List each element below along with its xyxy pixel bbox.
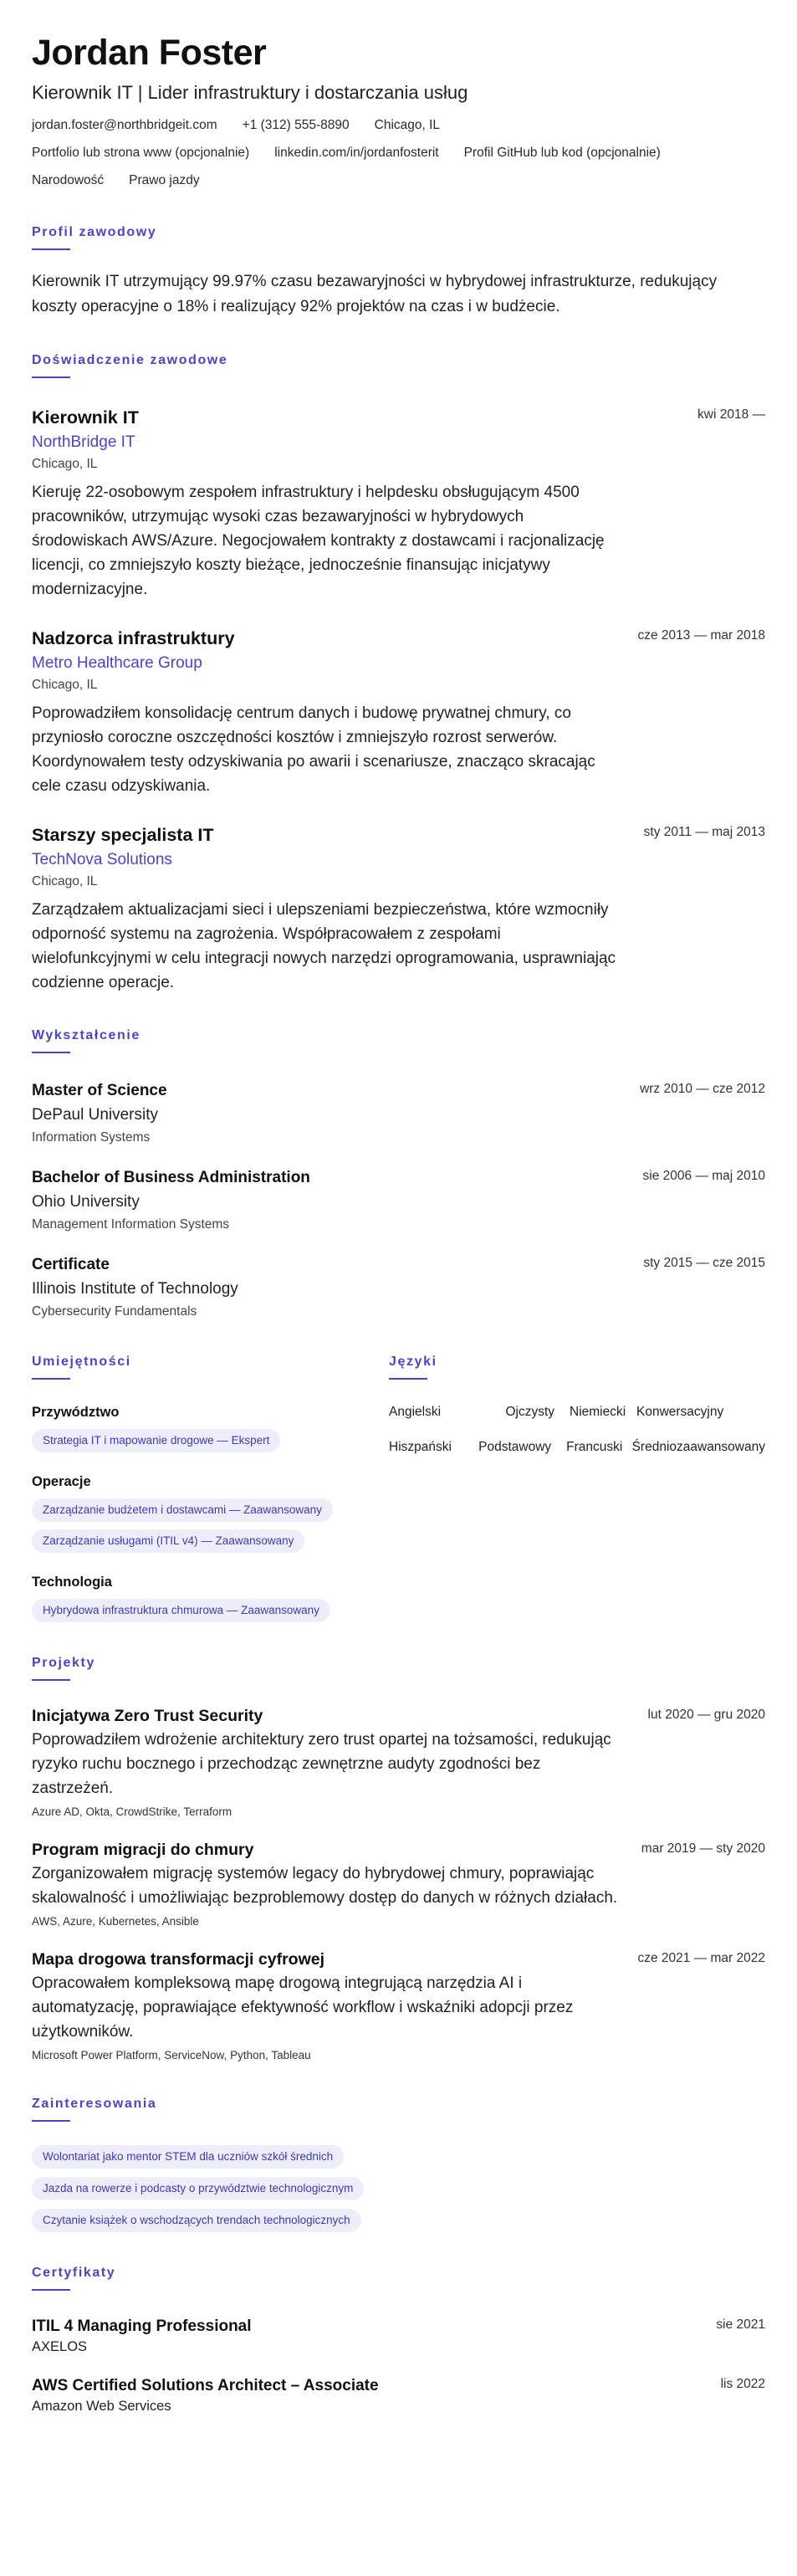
project-description: Zorganizowałem migrację systemów legacy do hybrydowej chmury, poprawiając skalowalność i umożliwiając bezproblemowy dostęp do danych w różnych działach. <box>32 1865 618 1907</box>
education-field: Management Information Systems <box>32 1217 230 1232</box>
project-title: Mapa drogowa transformacji cyfrowej <box>32 1950 325 1969</box>
job-entry <box>32 627 765 798</box>
certificate-entry <box>32 2375 765 2416</box>
language-name: Hiszpański <box>389 1440 452 1454</box>
job-date: kwi 2018 — <box>697 407 765 422</box>
education-date: wrz 2010 — cze 2012 <box>640 1082 765 1096</box>
education-section <box>32 1028 765 1321</box>
skill-tag: Zarządzanie usługami (ITIL v4) — Zaawansowany <box>32 1529 304 1553</box>
education-date: sie 2006 — maj 2010 <box>642 1169 765 1183</box>
certificate-issuer: AXELOS <box>32 2339 88 2354</box>
contact-email[interactable]: jordan.foster@northbridgeit.com <box>32 118 217 132</box>
section-title-education: Wykształcenie <box>32 1028 140 1042</box>
language-row <box>389 1438 765 1457</box>
certificate-name: AWS Certified Solutions Architect – Associate <box>32 2377 379 2394</box>
project-entry <box>32 1949 765 2063</box>
portfolio-link[interactable]: Portfolio lub strona www (opcjonalnie) <box>32 146 250 160</box>
section-divider <box>32 2289 70 2291</box>
section-title-experience: Doświadczenie zawodowe <box>32 353 228 367</box>
job-description: Zarządzałem aktualizacjami sieci i ulepszeniami bezpieczeństwa, które wzmocniły odporność systemu na zagrożenia. Współpracowałem z zespołami wielofunkcyjnymi w celu integracji nowych narzędzi oprogramowania, usprawniając codzienne operacje. <box>32 901 616 991</box>
certificate-date: lis 2022 <box>720 2377 765 2391</box>
project-entry <box>32 1706 765 1820</box>
language-level: Ojczysty <box>505 1405 554 1419</box>
education-school: Ohio University <box>32 1193 140 1211</box>
section-divider <box>32 376 70 378</box>
education-entry <box>32 1167 765 1234</box>
job-title: Nadzorca infrastruktury <box>32 628 235 648</box>
education-field: Information Systems <box>32 1130 151 1145</box>
project-date: mar 2019 — sty 2020 <box>641 1841 765 1856</box>
projects-section <box>32 1656 765 2063</box>
education-date: sty 2015 — cze 2015 <box>643 1256 765 1270</box>
project-tech: Azure AD, Okta, CrowdStrike, Terraform <box>32 1805 232 1818</box>
job-location: Chicago, IL <box>32 457 98 471</box>
personal-row <box>32 172 765 200</box>
skill-category: Operacje <box>32 1474 91 1489</box>
skill-tag: Hybrydowa infrastruktura chmurowa — Zaawansowany <box>32 1599 330 1622</box>
education-school: Illinois Institute of Technology <box>32 1280 238 1298</box>
project-description: Poprowadziłem wdrożenie architektury zero trust opartej na tożsamości, redukując ryzyko ruchu bocznego i przechodząc zewnętrzne audyty zgodności bez zastrzeżeń. <box>32 1731 611 1797</box>
section-title-skills: Umiejętności <box>32 1355 131 1369</box>
job-title: Starszy specjalista IT <box>32 825 214 845</box>
section-divider <box>32 1052 70 1053</box>
job-company: NorthBridge IT <box>32 433 135 451</box>
section-divider <box>32 1679 70 1681</box>
project-entry <box>32 1840 765 1929</box>
interests-section <box>32 2097 765 2232</box>
experience-section <box>32 353 765 995</box>
education-school: DePaul University <box>32 1106 158 1124</box>
skills-languages-row <box>32 1321 765 1622</box>
interest-tag: Wolontariat jako mentor STEM dla uczniów szkół średnich <box>32 2145 344 2169</box>
language-level: Konwersacyjny <box>636 1405 724 1419</box>
project-description: Opracowałem kompleksową mapę drogową integrującą narzędzia AI i automatyzację, poprawiające efektywność workflow i wskaźniki adopcji przez użytkowników. <box>32 1974 574 2041</box>
job-date: cze 2013 — mar 2018 <box>637 628 765 643</box>
candidate-headline: Kierownik IT | Lider infrastruktury i dostarczania usług <box>32 82 468 103</box>
project-date: lut 2020 — gru 2020 <box>647 1708 765 1722</box>
job-date: sty 2011 — maj 2013 <box>643 825 765 839</box>
candidate-name: Jordan Foster <box>32 33 267 73</box>
section-title-profile: Profil zawodowy <box>32 225 157 239</box>
project-tech: Microsoft Power Platform, ServiceNow, Python, Tableau <box>32 2049 311 2061</box>
interest-tag: Jazda na rowerze i podcasty o przywództwie technologicznym <box>32 2177 364 2200</box>
section-divider <box>32 2120 70 2122</box>
interests-list <box>32 2137 765 2232</box>
section-divider <box>32 248 70 250</box>
language-name: Angielski <box>389 1405 442 1419</box>
job-description: Poprowadziłem konsolidację centrum danych i budowę prywatnej chmury, co przyniosło coroczne oszczędności kosztów i zmniejszyło rozrost serwerów. Koordynowałem testy odzyskiwania po awarii i scenariusze, znacząco skracając cele czasu odzyskiwania. <box>32 704 595 795</box>
project-title: Inicjatywa Zero Trust Security <box>32 1707 263 1725</box>
skill-tag: Zarządzanie budżetem i dostawcami — Zaawansowany <box>32 1498 333 1522</box>
section-title-interests: Zainteresowania <box>32 2097 157 2111</box>
job-location: Chicago, IL <box>32 678 98 692</box>
language-level: Podstawowy <box>478 1440 552 1454</box>
education-entry <box>32 1254 765 1321</box>
resume-header <box>32 32 765 200</box>
education-entry <box>32 1080 765 1147</box>
certificate-date: sie 2021 <box>716 2317 765 2332</box>
language-name: Niemiecki <box>570 1405 626 1419</box>
contact-row <box>32 117 765 145</box>
job-entry <box>32 406 765 602</box>
language-row <box>389 1403 765 1421</box>
job-title: Kierownik IT <box>32 407 139 428</box>
section-divider <box>389 1378 427 1380</box>
languages-section <box>389 1321 765 1622</box>
profile-summary: Kierownik IT utrzymujący 99.97% czasu bezawaryjności w hybrydowej infrastrukturze, redukujący koszty operacyjne o 18% i realizujący 92% projektów na czas i w budżecie. <box>32 273 718 315</box>
job-location: Chicago, IL <box>32 874 98 889</box>
certificate-issuer: Amazon Web Services <box>32 2399 171 2414</box>
profile-section <box>32 225 765 320</box>
education-degree: Certificate <box>32 1256 110 1273</box>
github-link[interactable]: Profil GitHub lub kod (opcjonalnie) <box>463 146 661 160</box>
section-divider <box>32 1378 70 1380</box>
education-degree: Master of Science <box>32 1082 167 1099</box>
certificate-name: ITIL 4 Managing Professional <box>32 2317 252 2335</box>
job-company: TechNova Solutions <box>32 851 172 868</box>
contact-phone[interactable]: +1 (312) 555-8890 <box>242 118 350 132</box>
section-title-projects: Projekty <box>32 1656 95 1670</box>
language-name: Francuski <box>566 1440 623 1454</box>
project-date: cze 2021 — mar 2022 <box>637 1951 765 1965</box>
skill-category: Przywództwo <box>32 1405 120 1420</box>
certificates-section <box>32 2266 765 2416</box>
interest-tag: Czytanie książek o wschodzących trendach technologicznych <box>32 2209 361 2232</box>
project-title: Program migracji do chmury <box>32 1841 254 1859</box>
contact-location: Chicago, IL <box>374 118 441 132</box>
skill-tag: Strategia IT i mapowanie drogowe — Ekspert <box>32 1429 280 1452</box>
job-company: Metro Healthcare Group <box>32 654 202 672</box>
job-description: Kieruję 22-osobowym zespołem infrastruktury i helpdesku obsługującym 4500 pracowników, utrzymując wysoki czas bezawaryjności w hybrydowych środowiskach AWS/Azure. Negocjowałem kontrakty z dostawcami i racjonalizację licencji, co zmniejszyło koszty bieżące, jednocześnie finansując inicjatywy modernizacyjne. <box>32 484 605 598</box>
languages-grid <box>389 1403 765 1457</box>
job-entry <box>32 823 765 995</box>
skills-section <box>32 1321 389 1622</box>
driving-license: Prawo jazdy <box>129 173 200 187</box>
links-row <box>32 145 765 172</box>
skill-category: Technologia <box>32 1575 112 1590</box>
nationality: Narodowość <box>32 173 105 187</box>
education-field: Cybersecurity Fundamentals <box>32 1304 197 1319</box>
project-tech: AWS, Azure, Kubernetes, Ansible <box>32 1915 199 1928</box>
section-title-languages: Języki <box>389 1355 437 1369</box>
language-level: Średniozaawansowany <box>631 1440 765 1454</box>
section-title-certificates: Certyfikaty <box>32 2266 116 2280</box>
certificate-entry <box>32 2316 765 2357</box>
linkedin-link[interactable]: linkedin.com/in/jordanfosterit <box>274 146 439 160</box>
education-degree: Bachelor of Business Administration <box>32 1169 310 1186</box>
